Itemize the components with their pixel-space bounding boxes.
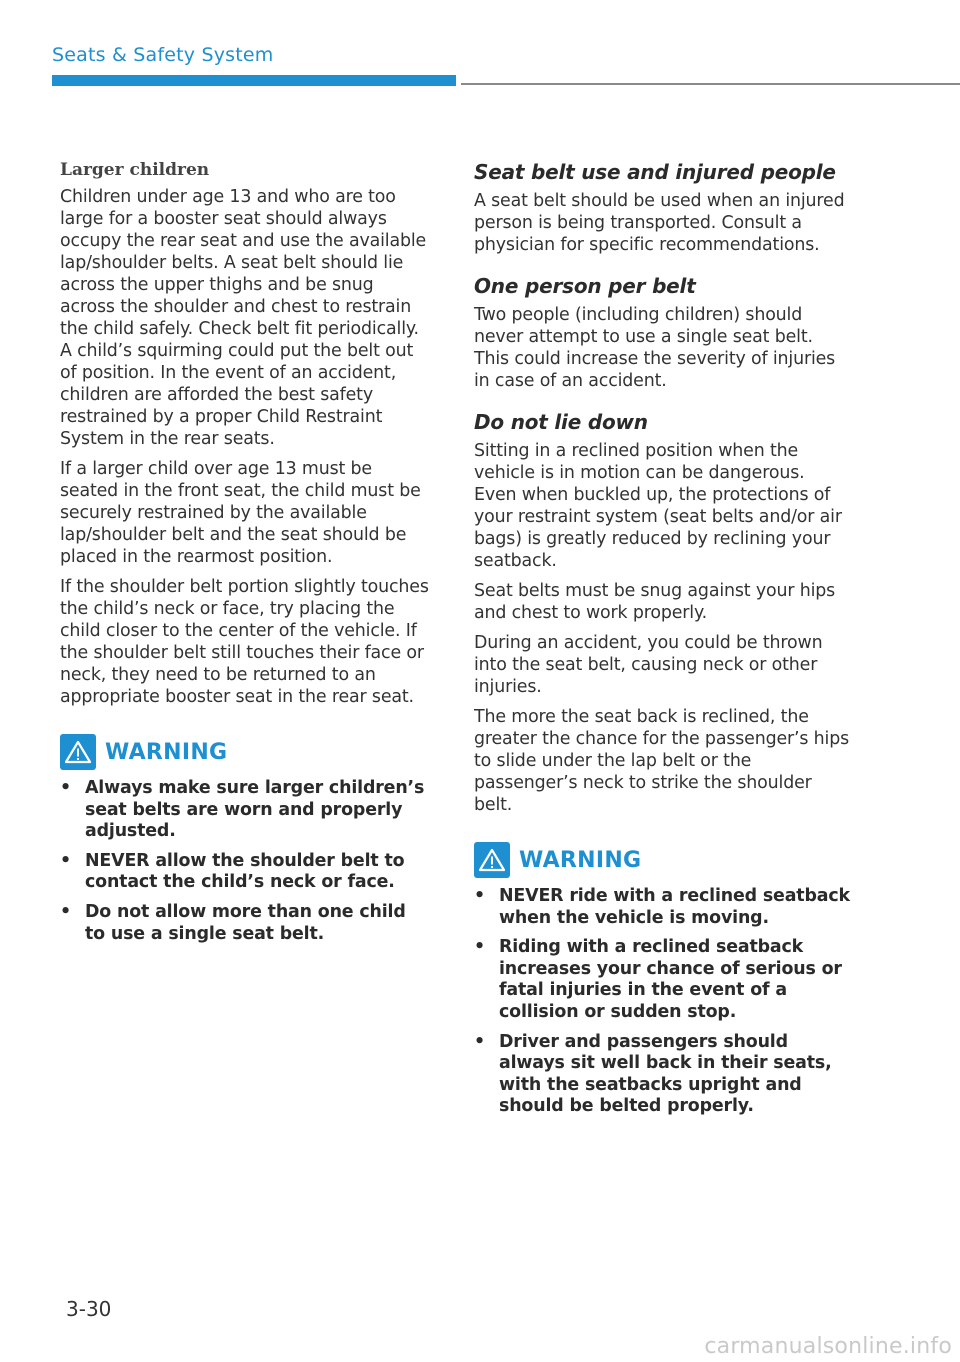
bullet: • bbox=[474, 1031, 485, 1052]
do-not-lie-down-heading: Do not lie down bbox=[474, 410, 648, 434]
bullet: • bbox=[474, 937, 485, 958]
right-column bbox=[474, 160, 852, 1126]
bullet: • bbox=[60, 901, 71, 922]
paragraph: Sitting in a reclined position when the vehicle is in motion can be dangerous. Even when buckled up, the protections of your restraint system (seat belts and/or air bags) is greatly reduced by reclining your seatback. bbox=[474, 441, 842, 571]
warning-item-text: Riding with a reclined seatback increases your chance of serious or fatal injuries in the event of a collision or sudden stop. bbox=[499, 937, 842, 1022]
bullet: • bbox=[60, 778, 71, 798]
warning-header bbox=[60, 734, 430, 770]
warning-triangle-icon bbox=[474, 842, 510, 878]
one-person-heading: One person per belt bbox=[474, 274, 696, 298]
larger-children-heading: Larger children bbox=[60, 160, 210, 180]
watermark: carmanualsonline.info bbox=[704, 1334, 952, 1359]
warning-item bbox=[60, 902, 430, 945]
warning-item bbox=[474, 1032, 852, 1118]
warning-list bbox=[60, 778, 430, 945]
left-column bbox=[60, 160, 430, 953]
warning-triangle-icon bbox=[60, 734, 96, 770]
seat-belt-injured-heading: Seat belt use and injured people bbox=[474, 160, 836, 184]
warning-item-text: Always make sure larger children’s seat belts are worn and properly adjusted. bbox=[85, 778, 425, 842]
warning-box bbox=[60, 734, 430, 945]
bullet: • bbox=[474, 886, 485, 906]
paragraph: Seat belts must be snug against your hips and chest to work properly. bbox=[474, 581, 836, 623]
paragraph: If the shoulder belt portion slightly touches the child’s neck or face, try placing the child closer to the center of the vehicle. If the shoulder belt still touches their face or neck, they need to be returned to an appropriate booster seat in the rear seat. bbox=[60, 577, 429, 707]
paragraph: Children under age 13 and who are too large for a booster seat should always occupy the rear seat and use the available lap/shoulder belts. A seat belt should lie across the upper thighs and be snug across the shoulder and chest to restrain the child safely. Check belt fit periodically. A child’s squirming could put the belt out of position. In the event of an accident, children are afforded the best safety restrained by a proper Child Restraint System in the rear seats. bbox=[60, 187, 427, 449]
warning-box bbox=[474, 842, 852, 1118]
warning-item bbox=[60, 778, 430, 843]
paragraph: The more the seat back is reclined, the greater the chance for the passenger’s hips to slide under the lap belt or the passenger’s neck to strike the shoulder belt. bbox=[474, 707, 850, 815]
warning-header bbox=[474, 842, 852, 878]
warning-item-text: Driver and passengers should always sit well back in their seats, with the seatbacks upright and should be belted properly. bbox=[499, 1031, 832, 1117]
warning-list bbox=[474, 886, 852, 1118]
paragraph: A seat belt should be used when an injured person is being transported. Consult a physician for specific recommendations. bbox=[474, 191, 845, 255]
bullet: • bbox=[60, 850, 71, 871]
warning-label: WARNING bbox=[105, 739, 228, 765]
header-rule-grey bbox=[461, 83, 960, 85]
page-number: 3-30 bbox=[66, 1297, 112, 1321]
warning-label: WARNING bbox=[519, 847, 642, 873]
warning-item-text: Do not allow more than one child to use a single seat belt. bbox=[85, 901, 406, 944]
paragraph: If a larger child over age 13 must be seated in the front seat, the child must be securely restrained by the available lap/shoulder belt and the seat should be placed in the rearmost position. bbox=[60, 459, 421, 567]
warning-item bbox=[474, 886, 852, 929]
warning-item bbox=[474, 937, 852, 1023]
warning-item-text: NEVER allow the shoulder belt to contact the child’s neck or face. bbox=[85, 850, 405, 893]
paragraph: Two people (including children) should never attempt to use a single seat belt. This could increase the severity of injuries in case of an accident. bbox=[474, 305, 836, 391]
header-rule-blue bbox=[52, 75, 456, 86]
warning-item-text: NEVER ride with a reclined seatback when the vehicle is moving. bbox=[499, 886, 850, 928]
paragraph: During an accident, you could be thrown into the seat belt, causing neck or other injuries. bbox=[474, 633, 823, 697]
warning-item bbox=[60, 851, 430, 894]
section-title: Seats & Safety System bbox=[52, 44, 274, 66]
